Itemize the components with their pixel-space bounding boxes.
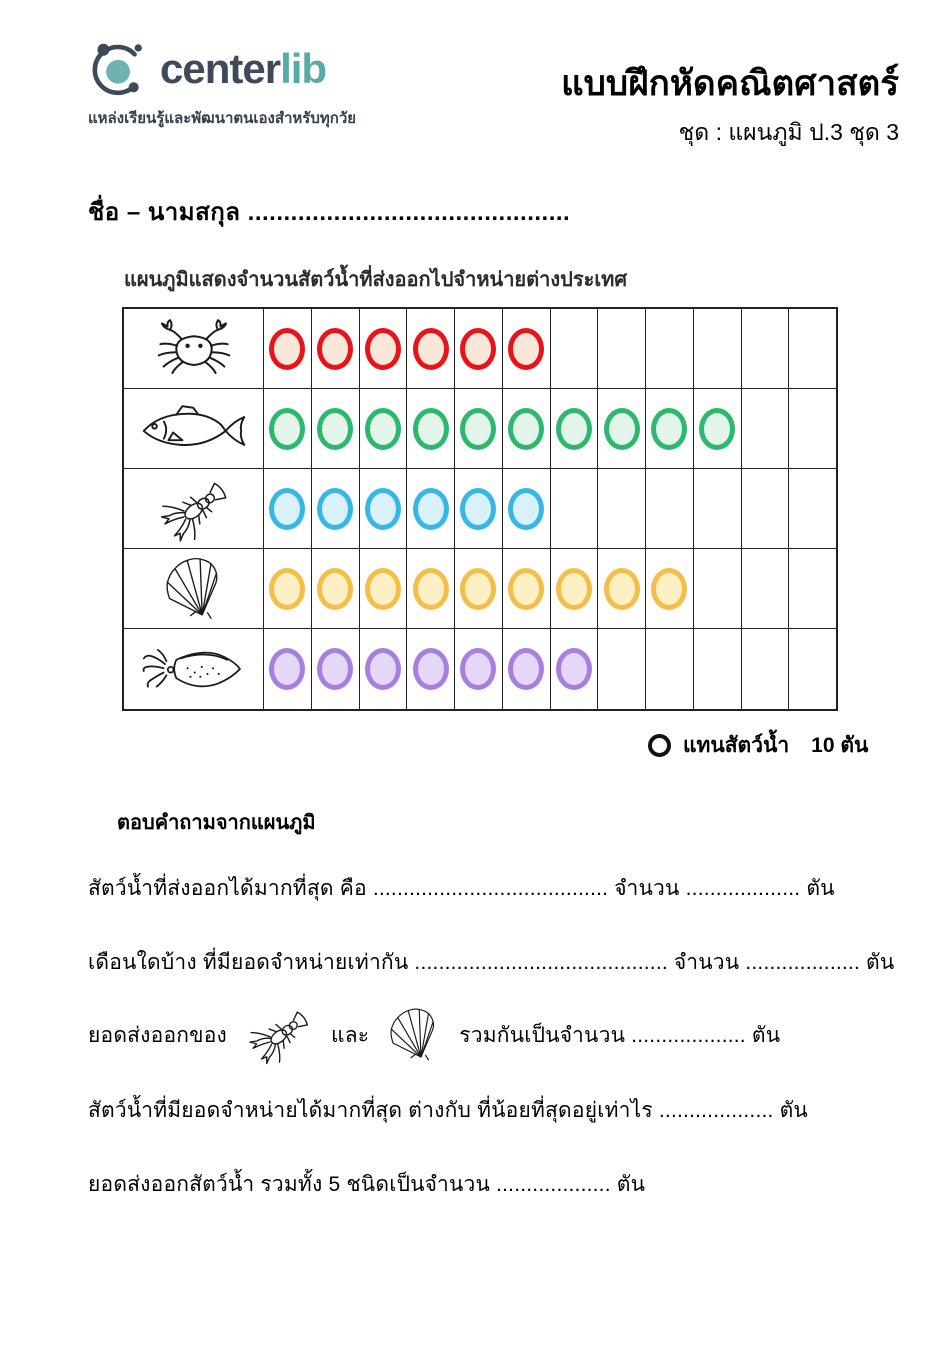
pictograph-cell <box>742 309 790 388</box>
unit-circle <box>604 568 640 610</box>
question-4: สัตว์น้ำที่มียอดจำหน่ายได้มากที่สุด ต่างกับ ที่น้อยที่สุดอยู่เท่าไร ................... ตัน <box>88 1099 808 1122</box>
pictograph-row-crab <box>124 309 836 389</box>
pictograph-cell <box>742 629 790 709</box>
pictograph-cell <box>789 469 836 548</box>
question-1: สัตว์น้ำที่ส่งออกได้มากที่สุด คือ ....................................... จำนวน ................... ตัน <box>88 877 835 900</box>
shell-icon <box>385 1006 443 1064</box>
pictograph-cell <box>789 549 836 628</box>
unit-circle <box>269 488 305 530</box>
pictograph-cell <box>407 309 455 388</box>
unit-circle <box>413 408 449 450</box>
pictograph-cell <box>407 629 455 709</box>
pictograph-cell <box>694 389 742 468</box>
unit-circle <box>269 328 305 370</box>
pictograph-cell <box>503 389 551 468</box>
pictograph-cell <box>694 549 742 628</box>
unit-circle <box>269 408 305 450</box>
unit-circle <box>556 568 592 610</box>
pictograph-cell <box>264 549 312 628</box>
unit-circle <box>460 568 496 610</box>
question-5: ยอดส่งออกสัตว์น้ำ รวมทั้ง 5 ชนิดเป็นจำนวน ................... ตัน <box>88 1173 646 1196</box>
unit-circle <box>269 568 305 610</box>
pictograph-cell <box>360 469 408 548</box>
fish-icon <box>124 389 264 468</box>
pictograph-cell <box>360 389 408 468</box>
legend-circle-icon <box>648 734 671 757</box>
squid-icon <box>124 629 264 709</box>
pictograph-cell <box>407 389 455 468</box>
pictograph-cell <box>646 549 694 628</box>
unit-circle <box>317 568 353 610</box>
legend-label: แทนสัตว์น้ำ <box>683 734 790 757</box>
unit-circle <box>365 488 401 530</box>
pictograph-cell <box>455 549 503 628</box>
pictograph-cell <box>551 389 599 468</box>
unit-circle <box>460 408 496 450</box>
unit-circle <box>460 488 496 530</box>
pictograph-cell <box>264 469 312 548</box>
pictograph-cell <box>503 469 551 548</box>
unit-circle <box>365 328 401 370</box>
pictograph-cell <box>503 309 551 388</box>
pictograph-cell <box>360 309 408 388</box>
title-block <box>561 56 899 151</box>
pictograph-cell <box>598 549 646 628</box>
centerlib-logo-icon <box>86 36 152 102</box>
pictograph-table <box>122 307 838 711</box>
unit-circle <box>508 568 544 610</box>
question-3 <box>88 1000 780 1070</box>
pictograph-cell <box>742 549 790 628</box>
pictograph-cell <box>455 309 503 388</box>
unit-circle <box>508 328 544 370</box>
pictograph-cell <box>312 309 360 388</box>
crab-icon <box>124 309 264 388</box>
worksheet-title: แบบฝึกหัดคณิตศาสตร์ <box>561 64 899 103</box>
pictograph-cell <box>455 389 503 468</box>
questions-heading: ตอบคำถามจากแผนภูมิ <box>117 812 316 834</box>
pictograph-row-lobster <box>124 469 836 549</box>
pictograph-cell <box>360 549 408 628</box>
pictograph-cell <box>694 629 742 709</box>
unit-circle <box>508 408 544 450</box>
pictograph-cell <box>551 629 599 709</box>
pictograph-cell <box>646 389 694 468</box>
unit-circle <box>317 408 353 450</box>
unit-circle <box>460 328 496 370</box>
unit-circle <box>317 328 353 370</box>
unit-circle <box>651 568 687 610</box>
unit-circle <box>413 328 449 370</box>
legend-value: 10 ตัน <box>811 734 869 757</box>
logo-wordmark <box>160 45 327 92</box>
pictograph-cell <box>551 469 599 548</box>
pictograph-cell <box>503 549 551 628</box>
logo-text-lib: lib <box>280 45 327 92</box>
centerlib-logo <box>86 36 326 102</box>
pictograph-cell <box>264 389 312 468</box>
question-3-text-1: ยอดส่งออกของ <box>88 1023 227 1047</box>
unit-circle <box>317 648 353 690</box>
lobster-icon <box>243 1001 315 1069</box>
unit-circle <box>317 488 353 530</box>
pictograph-cell <box>646 629 694 709</box>
unit-circle <box>556 648 592 690</box>
unit-circle <box>651 408 687 450</box>
pictograph-cell <box>264 629 312 709</box>
pictograph-cell <box>694 309 742 388</box>
chart-title: แผนภูมิแสดงจำนวนสัตว์น้ำที่ส่งออกไปจำหน่ายต่างประเทศ <box>124 269 628 291</box>
question-3-text-2: และ <box>331 1023 370 1047</box>
unit-circle <box>556 408 592 450</box>
pictograph-cell <box>312 389 360 468</box>
logo-text-center: center <box>160 45 281 92</box>
pictograph-row-shell <box>124 549 836 629</box>
lobster-icon <box>124 469 264 548</box>
question-3-text-3: รวมกันเป็นจำนวน ................... ตัน <box>459 1023 781 1047</box>
unit-circle <box>365 568 401 610</box>
pictograph-cell <box>455 469 503 548</box>
pictograph-cell <box>598 629 646 709</box>
unit-circle <box>269 648 305 690</box>
pictograph-cell <box>598 469 646 548</box>
shell-icon <box>124 549 264 628</box>
logo-tagline: แหล่งเรียนรู้และพัฒนาตนเองสำหรับทุกวัย <box>88 110 357 127</box>
pictograph-cell <box>551 309 599 388</box>
unit-circle <box>460 648 496 690</box>
pictograph-cell <box>646 309 694 388</box>
pictograph-cell <box>646 469 694 548</box>
pictograph-row-squid <box>124 629 836 709</box>
unit-circle <box>508 488 544 530</box>
question-2: เดือนใดบ้าง ที่มียอดจำหน่ายเท่ากัน .......................................... จำนวน ................... ตัน <box>88 951 895 974</box>
pictograph-cell <box>264 309 312 388</box>
pictograph-cell <box>455 629 503 709</box>
pictograph-cell <box>360 629 408 709</box>
pictograph-cell <box>742 469 790 548</box>
pictograph-cell <box>551 549 599 628</box>
pictograph-cell <box>742 389 790 468</box>
pictograph-cell <box>407 469 455 548</box>
pictograph-cell <box>598 309 646 388</box>
pictograph-cell <box>789 309 836 388</box>
pictograph-cell <box>312 629 360 709</box>
pictograph-cell <box>789 629 836 709</box>
unit-circle <box>508 648 544 690</box>
unit-circle <box>365 408 401 450</box>
name-field-line: ชื่อ – นามสกุล ............................................. <box>88 199 571 226</box>
unit-circle <box>413 648 449 690</box>
unit-circle <box>413 568 449 610</box>
unit-circle <box>699 408 735 450</box>
pictograph-cell <box>694 469 742 548</box>
pictograph-cell <box>598 389 646 468</box>
pictograph-cell <box>789 389 836 468</box>
unit-circle <box>413 488 449 530</box>
pictograph-cell <box>503 629 551 709</box>
pictograph-cell <box>312 549 360 628</box>
pictograph-cell <box>312 469 360 548</box>
unit-circle <box>365 648 401 690</box>
pictograph-row-fish <box>124 389 836 469</box>
unit-circle <box>604 408 640 450</box>
pictograph-cell <box>407 549 455 628</box>
worksheet-subtitle: ชุด : แผนภูมิ ป.3 ชุด 3 <box>678 119 899 145</box>
chart-legend <box>648 729 868 762</box>
